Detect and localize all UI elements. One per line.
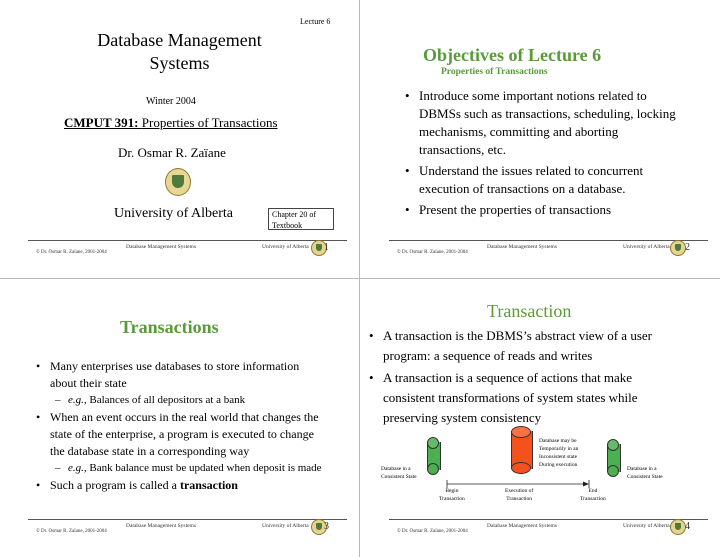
footer-university: University of Alberta [623,244,670,250]
university-name: University of Alberta [114,206,233,221]
page-number: 4 [685,521,690,532]
transactions-list [36,358,328,494]
label-line: Transaction [439,496,465,502]
label-line: End [588,488,598,494]
footer-copyright: © Dr. Osmar R. Zaïane, 2001-2004 [36,250,107,255]
footer-university: University of Alberta [623,523,670,529]
slide-4 [361,279,720,557]
bullet-item: • When an event occurs in the real world that changes the state of the enterprise, a program is executed to change the database state in a corresponding way [36,409,328,460]
label-line: Transaction [506,496,533,502]
label-line: Begin [445,488,459,494]
example-prefix: e.g., [68,394,87,406]
footer-course: Database Management Systems [126,523,196,529]
bullet-text: Such a program is called a [50,478,180,492]
objectives-list [405,87,677,219]
footer-rule [389,519,708,520]
end-transaction-label [580,487,606,503]
page-number: 3 [324,521,329,532]
begin-transaction-label [439,487,465,503]
example-prefix: e.g., [68,462,87,474]
footer-copyright: © Dr. Osmar R. Zaïane, 2001-2004 [36,529,107,534]
label-line: Database in a [381,466,411,472]
footer-course: Database Management Systems [487,244,557,250]
objective-item: • Present the properties of transactions [405,201,677,219]
course-title: Properties of Transactions [141,115,278,130]
definition-item: • A transaction is the DBMS’s abstract view of a user program: a sequence of reads and writes [369,326,681,366]
footer-university: University of Alberta [262,244,309,250]
footer-rule [28,240,347,241]
sub-bullet-item [36,392,328,409]
label-line: Database in a [627,466,657,472]
chapter-line2: Textbook [272,221,303,230]
bullet-item: • Many enterprises use databases to store information about their state [36,358,328,392]
slide-subtitle: Properties of Transactions [441,67,548,77]
course-code: CMPUT 391: [64,115,139,130]
chapter-line1: Chapter 20 of [272,210,316,219]
term: Winter 2004 [146,96,196,107]
slide-title: Transaction [487,301,572,321]
university-seal-icon [670,240,686,256]
lecture-tag: Lecture 6 [300,17,331,26]
footer-course: Database Management Systems [487,523,557,529]
course-heading [64,115,278,131]
footer-rule [28,519,347,520]
objective-item: • Introduce some important notions related to DBMSs such as transactions, scheduling, locking mechanisms, committing and aborting transactions, etc. [405,87,677,159]
execution-label [505,487,533,503]
slide-2 [361,0,720,278]
university-seal-icon [670,519,686,535]
label-line: Database may be [539,438,577,444]
footer-university: University of Alberta [262,523,309,529]
objective-item: • Understand the issues related to concurrent execution of transactions on a database. [405,162,677,198]
label-line: Consistent State [381,474,417,480]
sub-bullet-item [36,460,328,477]
horizontal-divider [0,278,720,279]
label-line: Inconsistent state [539,454,578,460]
timeline-arrow [361,279,720,557]
instructor: Dr. Osmar R. Zaïane [118,145,226,160]
slide-title: Transactions [120,317,219,337]
label-line: Execution of [505,488,534,494]
footer-rule [389,240,708,241]
chapter-box [268,208,334,230]
bullet-item [36,477,328,494]
footer-copyright: © Dr. Osmar R. Zaïane, 2001-2004 [397,529,468,534]
example-text: Bank balance must be updated when deposit is made [86,462,322,474]
label-line: Temporarily in an [539,446,579,452]
label-line: Consistent State [627,474,663,480]
footer-course: Database Management Systems [126,244,196,250]
definition-item: • A transaction is a sequence of actions that make consistent transformations of system states while preserving system consistency [369,368,681,428]
slide-1 [0,0,359,278]
page-number: 1 [324,242,329,253]
page-number: 2 [685,242,690,253]
slide-title-line2: Systems [149,53,210,73]
bullet-term: transaction [179,478,238,492]
label-line: Transaction [580,496,606,502]
example-text: Balances of all depositors at a bank [86,394,246,406]
label-line: During execution [539,462,578,468]
slide-3 [0,279,359,557]
slide-title: Objectives of Lecture 6 [423,45,602,65]
university-seal-icon [165,168,191,196]
slide-title-line1: Database Management [97,30,262,50]
footer-copyright: © Dr. Osmar R. Zaïane, 2001-2004 [397,250,468,255]
